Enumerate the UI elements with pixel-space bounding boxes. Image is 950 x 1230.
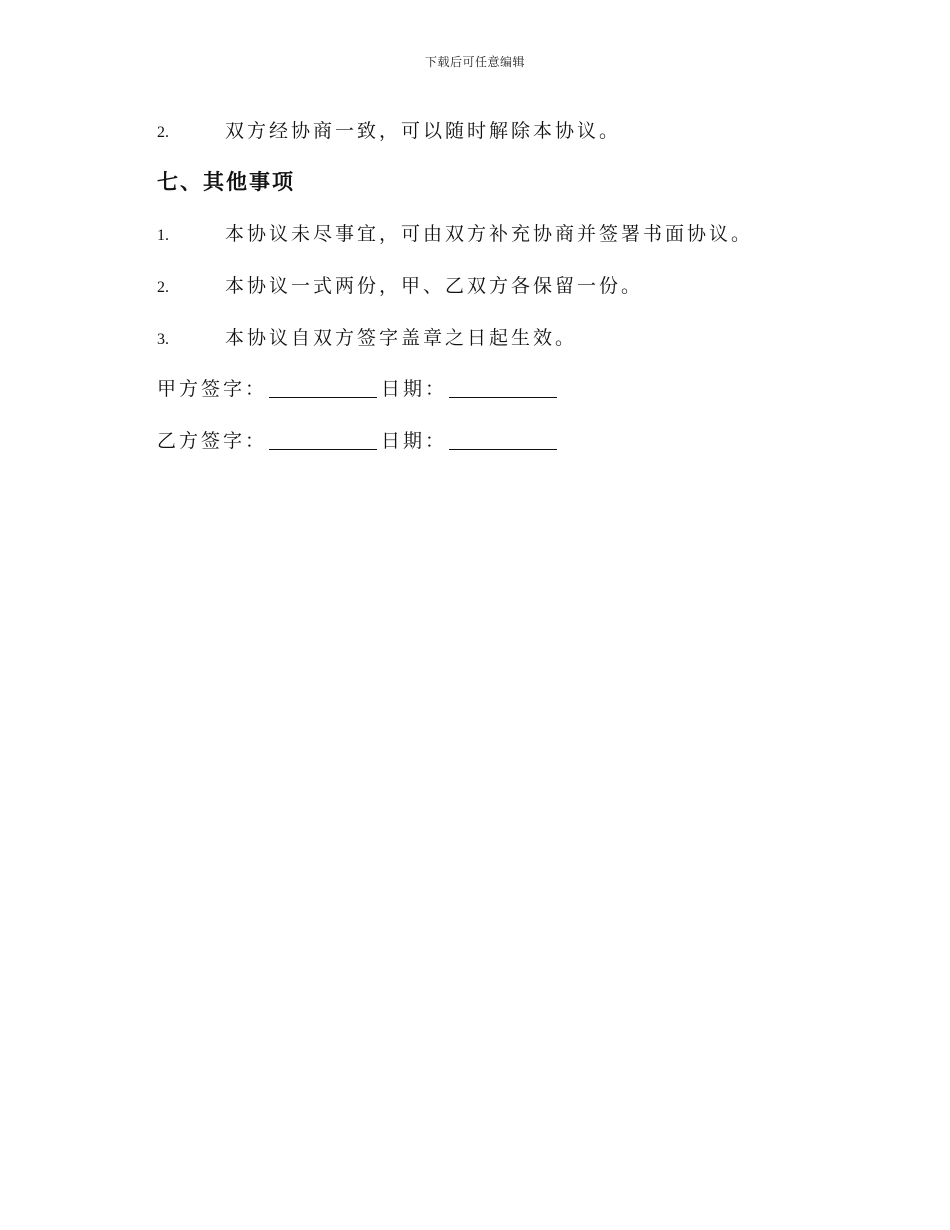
party-b-date-label: 日期： xyxy=(381,430,448,452)
party-b-signature-label: 乙方签字： xyxy=(157,430,268,452)
party-a-signature-line xyxy=(157,374,561,401)
item-number: 3. xyxy=(157,331,169,348)
item-text: 本协议一式两份，甲、乙双方各保留一份。 xyxy=(225,275,644,297)
item-number: 2. xyxy=(157,124,169,141)
termination-item-2 xyxy=(157,116,621,143)
party-a-signature-blank[interactable] xyxy=(269,379,377,398)
party-b-signature-blank[interactable] xyxy=(269,431,377,450)
item-text: 本协议自双方签字盖章之日起生效。 xyxy=(225,327,578,349)
item-number: 1. xyxy=(157,227,169,244)
party-a-signature-label: 甲方签字： xyxy=(157,378,268,400)
party-b-date-blank[interactable] xyxy=(449,431,557,450)
party-a-date-blank[interactable] xyxy=(449,379,557,398)
item-text: 本协议未尽事宜，可由双方补充协商并签署书面协议。 xyxy=(225,223,754,245)
section-heading: 七、其他事项 xyxy=(157,169,295,194)
page-header: 下载后可任意编辑 xyxy=(424,55,525,69)
section7-item-3 xyxy=(157,323,577,350)
item-text: 双方经协商一致，可以随时解除本协议。 xyxy=(225,120,622,142)
section7-item-2 xyxy=(157,271,643,298)
item-number: 2. xyxy=(157,279,169,296)
section7-item-1 xyxy=(157,219,753,246)
party-a-date-label: 日期： xyxy=(381,378,448,400)
party-b-signature-line xyxy=(157,426,561,453)
